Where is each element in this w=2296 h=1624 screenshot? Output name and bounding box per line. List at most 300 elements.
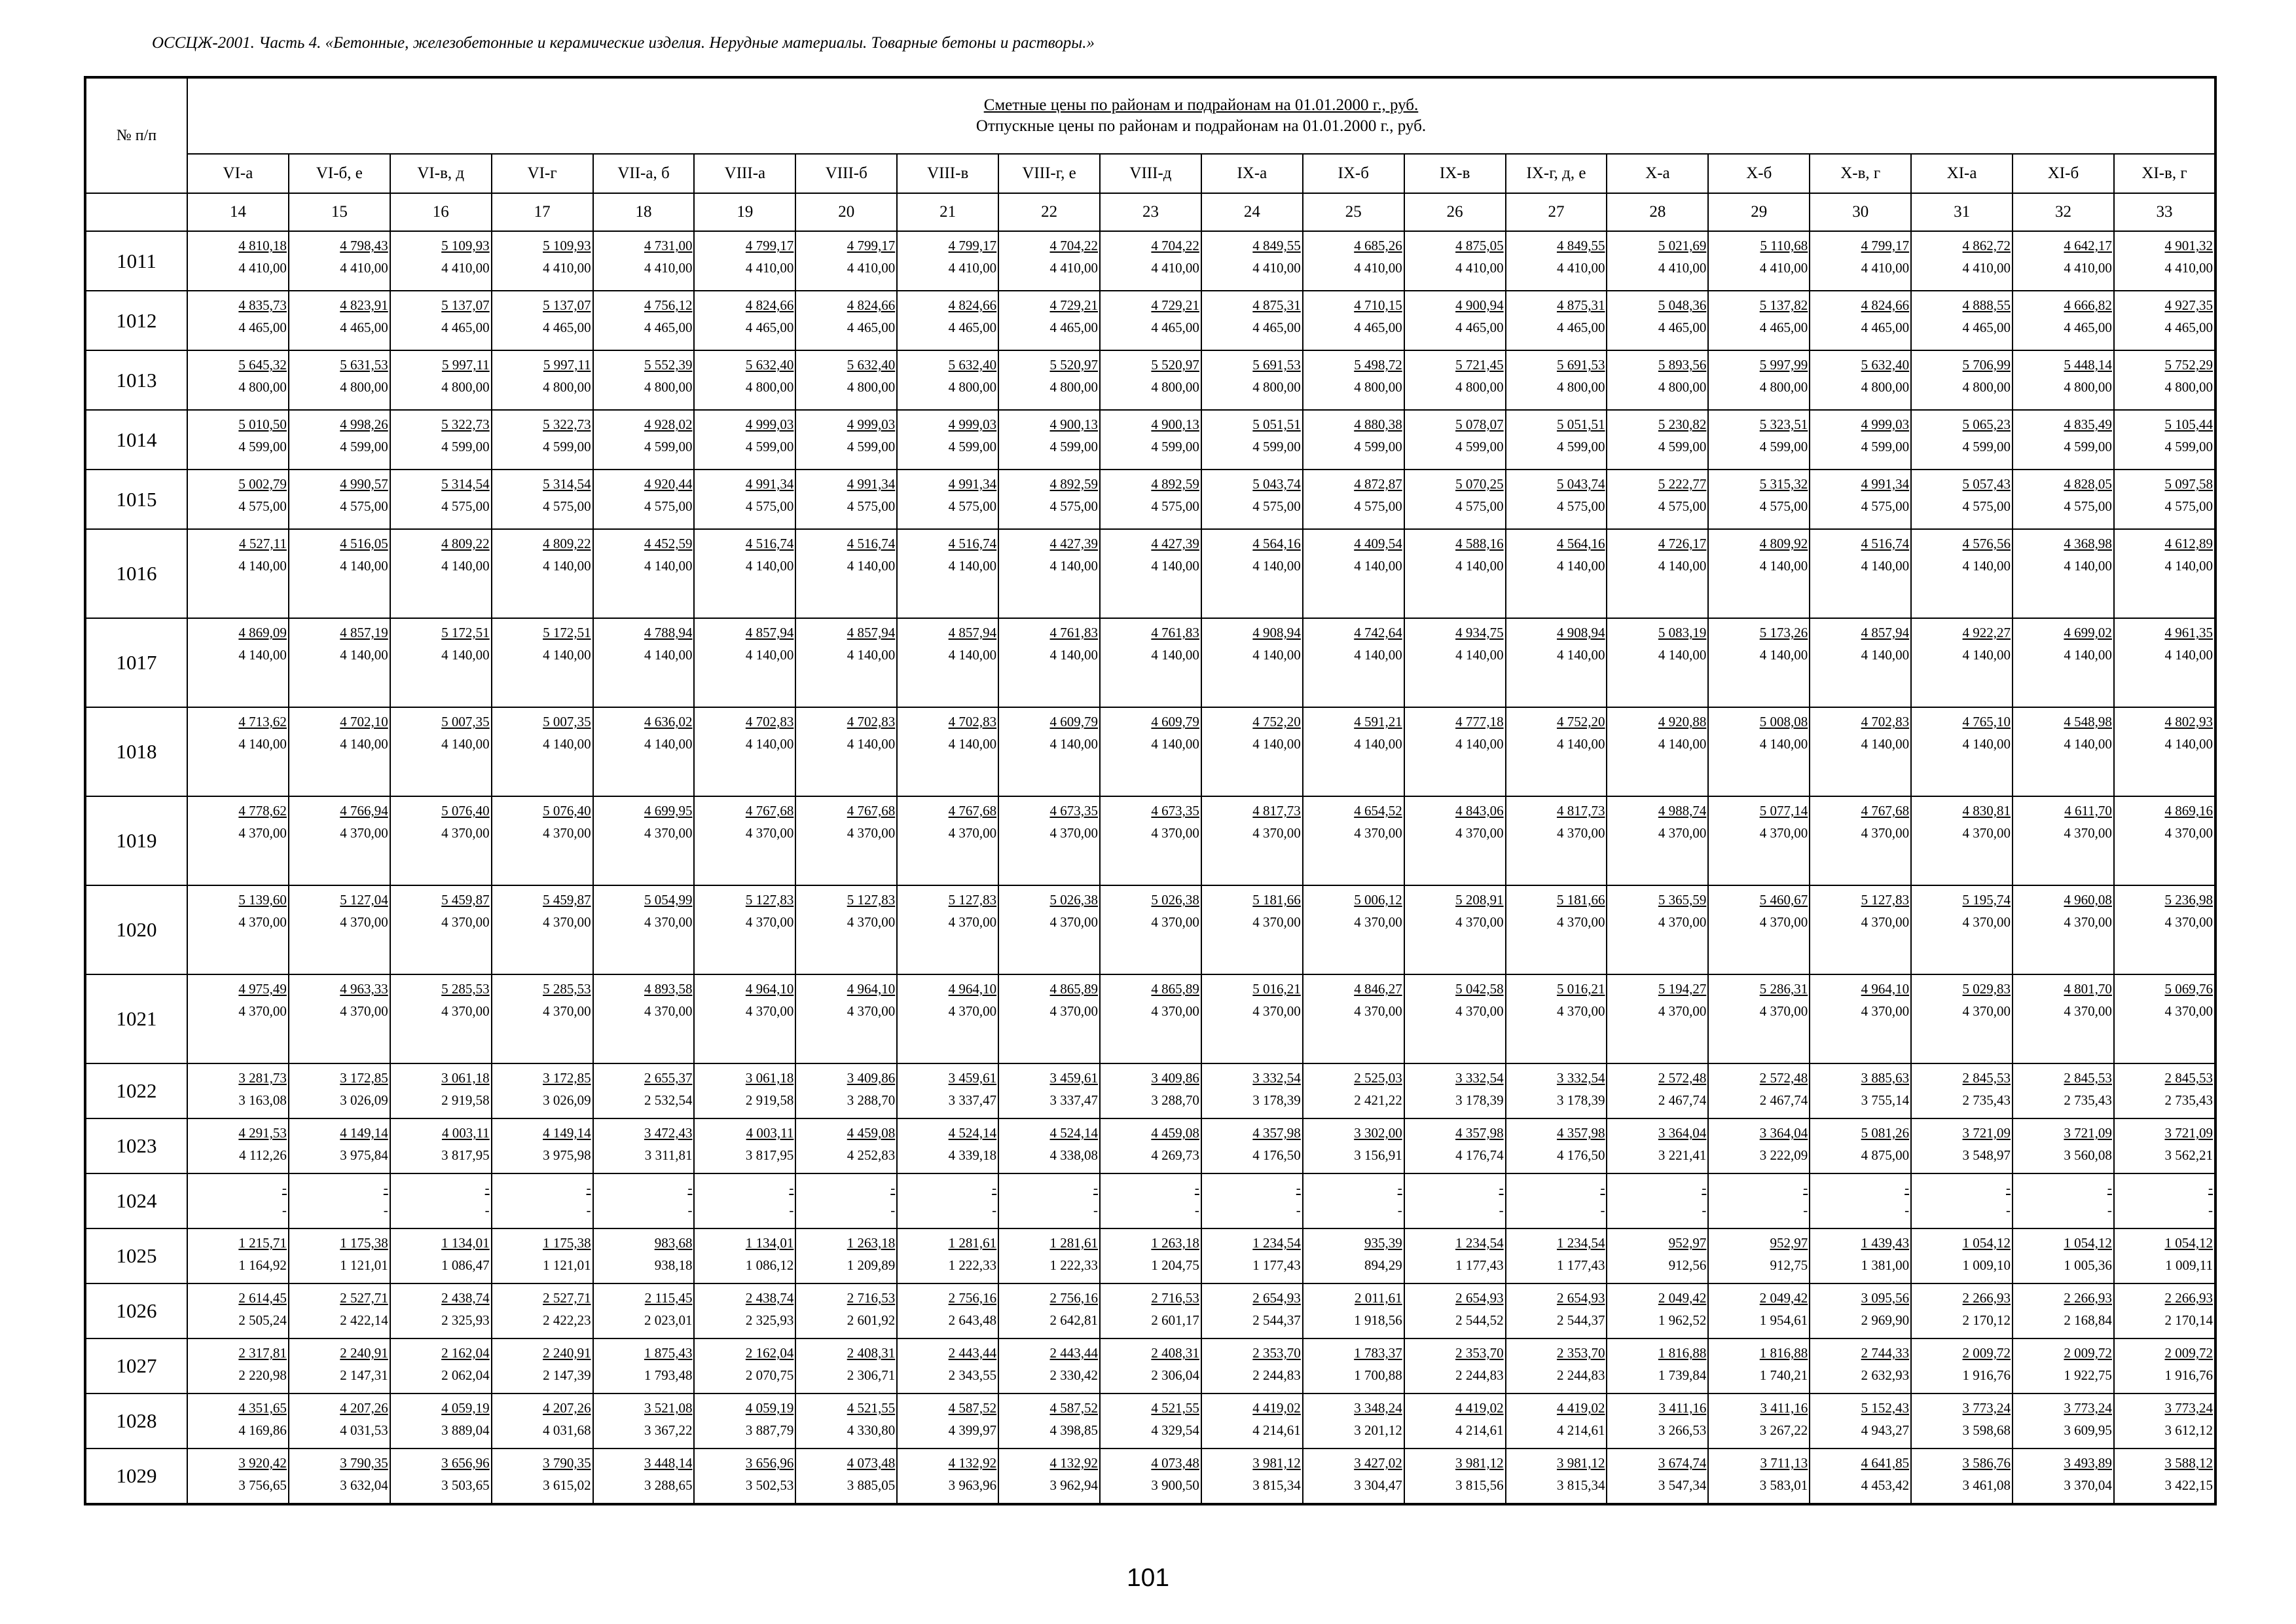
release-price: 4 800,00 — [2064, 379, 2112, 395]
release-price: 4 370,00 — [1049, 914, 1099, 930]
estimated-price: 4 516,74 — [847, 536, 896, 551]
price-cell — [1607, 796, 1708, 885]
estimated-price: 4 713,62 — [238, 714, 287, 729]
price-cell — [390, 1173, 492, 1228]
release-price: 3 201,12 — [1354, 1422, 1402, 1438]
price-cell — [390, 1228, 492, 1283]
estimated-price: 5 893,56 — [1658, 357, 1707, 373]
release-price: 4 370,00 — [543, 914, 591, 930]
release-price: 4 465,00 — [1252, 320, 1301, 335]
price-cell — [1911, 350, 2013, 410]
price-cell — [1607, 974, 1708, 1063]
row-number: 1016 — [85, 529, 187, 618]
release-price: 4 140,00 — [1049, 736, 1099, 752]
estimated-price: 4 207,26 — [340, 1400, 388, 1416]
estimated-price: 4 419,02 — [1556, 1400, 1605, 1416]
release-price: 3 267,22 — [1759, 1422, 1808, 1438]
estimated-price: 2 266,93 — [2064, 1290, 2112, 1306]
release-price: 4 575,00 — [1354, 498, 1402, 514]
row-number: 1013 — [85, 350, 187, 410]
release-price: 2 070,75 — [745, 1367, 794, 1383]
price-cell — [390, 796, 492, 885]
estimated-price: 4 843,06 — [1455, 803, 1504, 819]
estimated-price: 4 809,92 — [1759, 536, 1808, 551]
estimated-price: 4 875,05 — [1455, 238, 1504, 253]
release-price: 3 548,97 — [1962, 1147, 2011, 1163]
estimated-price: 5 043,74 — [1556, 476, 1605, 492]
release-price: 4 370,00 — [1759, 914, 1808, 930]
price-cell — [795, 1393, 897, 1449]
release-price: 4 599,00 — [2164, 439, 2213, 454]
estimated-price: 5 460,67 — [1759, 892, 1808, 908]
price-cell — [1911, 885, 2013, 974]
release-price: 4 575,00 — [1049, 498, 1099, 514]
price-cell — [2114, 1118, 2215, 1173]
estimated-price: 4 857,19 — [340, 625, 388, 640]
release-price: 3 756,65 — [238, 1477, 287, 1493]
price-cell — [187, 1449, 289, 1504]
release-price: 4 370,00 — [745, 1003, 794, 1019]
estimated-price: 5 083,19 — [1658, 625, 1707, 640]
release-price: 2 642,81 — [1049, 1312, 1099, 1328]
price-cell — [289, 796, 390, 885]
release-price: 4 140,00 — [1861, 647, 1910, 663]
price-cell — [1708, 885, 1810, 974]
row-number: 1020 — [85, 885, 187, 974]
estimated-price: 2 654,93 — [1556, 1290, 1605, 1306]
estimated-price: 3 790,35 — [543, 1455, 591, 1471]
release-price: 4 140,00 — [441, 647, 490, 663]
price-cell — [1404, 707, 1506, 796]
estimated-price: 3 885,63 — [1861, 1070, 1910, 1086]
price-cell — [1404, 1063, 1506, 1118]
release-price: 4 370,00 — [1861, 914, 1910, 930]
release-price: 4 800,00 — [644, 379, 693, 395]
estimated-price: 2 009,72 — [1962, 1345, 2011, 1361]
price-cell — [1303, 529, 1404, 618]
estimated-price: 5 006,12 — [1354, 892, 1402, 908]
estimated-price: 1 281,61 — [948, 1235, 997, 1251]
estimated-price: 4 990,57 — [340, 476, 388, 492]
release-price: 4 599,00 — [1861, 439, 1910, 454]
estimated-price: 4 998,26 — [340, 416, 388, 432]
price-cell — [1303, 410, 1404, 470]
column-header: VI-в, д — [390, 154, 492, 193]
estimated-price: 4 710,15 — [1354, 297, 1402, 313]
row-number: 1025 — [85, 1228, 187, 1283]
estimated-price: 3 472,43 — [644, 1125, 693, 1141]
release-price: 3 221,41 — [1658, 1147, 1707, 1163]
price-cell — [1404, 470, 1506, 529]
price-cell — [1810, 1283, 1911, 1338]
estimated-price: 3 061,18 — [745, 1070, 794, 1086]
release-price: 4 370,00 — [2064, 914, 2112, 930]
price-cell — [1506, 1283, 1607, 1338]
estimated-price: 5 997,11 — [441, 357, 490, 373]
estimated-price: 4 900,13 — [1151, 416, 1199, 432]
release-price: 4 370,00 — [1354, 1003, 1402, 1019]
column-index: 24 — [1201, 193, 1303, 231]
estimated-price: 4 427,39 — [1151, 536, 1199, 551]
release-price: 4 800,00 — [1354, 379, 1402, 395]
price-cell — [1708, 1338, 1810, 1393]
release-price: 1 922,75 — [2064, 1367, 2112, 1383]
estimated-price: 1 281,61 — [1049, 1235, 1099, 1251]
price-cell — [2013, 350, 2114, 410]
release-price: 4 370,00 — [340, 1003, 388, 1019]
release-price: 4 140,00 — [1556, 736, 1605, 752]
column-header-row — [85, 154, 2215, 193]
price-cell — [2013, 470, 2114, 529]
estimated-price: 4 964,10 — [847, 981, 896, 997]
estimated-price: 4 817,73 — [1252, 803, 1301, 819]
price-cell — [390, 470, 492, 529]
estimated-price: 4 824,66 — [1861, 297, 1910, 313]
price-cell — [390, 1338, 492, 1393]
price-cell — [2013, 1393, 2114, 1449]
estimated-price: 4 073,48 — [1151, 1455, 1199, 1471]
price-cell — [795, 707, 897, 796]
estimated-price: 1 234,54 — [1252, 1235, 1301, 1251]
price-cell — [1708, 796, 1810, 885]
estimated-price: 4 835,73 — [238, 297, 287, 313]
release-price: 3 817,95 — [441, 1147, 490, 1163]
price-cell — [897, 1063, 998, 1118]
price-cell — [289, 529, 390, 618]
price-cell — [1911, 1118, 2013, 1173]
estimated-price: 3 427,02 — [1354, 1455, 1402, 1471]
price-cell — [897, 410, 998, 470]
estimated-price: 3 656,96 — [441, 1455, 490, 1471]
estimated-price: 1 234,54 — [1556, 1235, 1605, 1251]
release-price: 4 465,00 — [441, 320, 490, 335]
release-price: 4 370,00 — [1151, 825, 1199, 841]
release-price: - — [586, 1202, 591, 1218]
column-index: 18 — [593, 193, 695, 231]
release-price: 4 370,00 — [745, 825, 794, 841]
estimated-price: 5 070,25 — [1455, 476, 1504, 492]
release-price: 4 399,97 — [948, 1422, 997, 1438]
price-cell — [694, 1393, 795, 1449]
price-cell — [2013, 410, 2114, 470]
estimated-price: 4 862,72 — [1962, 238, 2011, 253]
release-price: - — [1600, 1202, 1605, 1218]
release-price: - — [1702, 1202, 1707, 1218]
release-price: 4 410,00 — [1962, 260, 2011, 276]
release-price: 4 410,00 — [1861, 260, 1910, 276]
estimated-price: 5 997,11 — [543, 357, 591, 373]
price-cell — [492, 350, 593, 410]
price-cell — [694, 1173, 795, 1228]
estimated-price: 5 109,93 — [441, 238, 490, 253]
price-cell — [492, 974, 593, 1063]
release-price: 2 919,58 — [745, 1092, 794, 1108]
estimated-price: 4 975,49 — [238, 981, 287, 997]
estimated-price: 4 892,59 — [1151, 476, 1199, 492]
estimated-price: 5 520,97 — [1151, 357, 1199, 373]
estimated-price: 5 077,14 — [1759, 803, 1808, 819]
price-cell — [1708, 1228, 1810, 1283]
estimated-price: 4 922,27 — [1962, 625, 2011, 640]
release-price: 4 575,00 — [1759, 498, 1808, 514]
estimated-price: 4 830,81 — [1962, 803, 2011, 819]
price-cell — [1100, 796, 1201, 885]
estimated-price: 4 516,74 — [948, 536, 997, 551]
estimated-price: 5 127,83 — [745, 892, 794, 908]
column-index: 23 — [1100, 193, 1201, 231]
release-price: 3 461,08 — [1962, 1477, 2011, 1493]
price-cell — [2013, 796, 2114, 885]
estimated-price: 5 069,76 — [2164, 981, 2213, 997]
price-cell — [1100, 618, 1201, 707]
estimated-price: 5 076,40 — [543, 803, 591, 819]
release-price: 3 288,70 — [1151, 1092, 1199, 1108]
release-price: - — [282, 1202, 287, 1218]
estimated-price: 4 767,68 — [948, 803, 997, 819]
release-price: 4 140,00 — [1759, 558, 1808, 574]
estimated-price: 2 009,72 — [2164, 1345, 2213, 1361]
release-price: 4 575,00 — [1962, 498, 2011, 514]
column-index: 20 — [795, 193, 897, 231]
price-cell — [1607, 1449, 1708, 1504]
estimated-price: 4 673,35 — [1049, 803, 1099, 819]
column-header: IX-в — [1404, 154, 1506, 193]
release-price: 1 222,33 — [1049, 1257, 1099, 1273]
price-cell — [1607, 618, 1708, 707]
price-cell — [1607, 885, 1708, 974]
release-price: 4 140,00 — [745, 558, 794, 574]
price-cell — [593, 529, 695, 618]
release-price: 4 800,00 — [1455, 379, 1504, 395]
release-price: 4 370,00 — [1049, 1003, 1099, 1019]
estimated-price: 4 609,79 — [1049, 714, 1099, 729]
table-row — [85, 231, 2215, 291]
release-price: 4 575,00 — [948, 498, 997, 514]
price-cell — [1404, 1118, 1506, 1173]
release-price: 4 140,00 — [745, 647, 794, 663]
release-price: 4 140,00 — [1658, 558, 1707, 574]
release-price: 4 370,00 — [1455, 1003, 1504, 1019]
price-cell — [897, 707, 998, 796]
estimated-price: - — [2006, 1180, 2011, 1196]
release-price: 4 140,00 — [847, 647, 896, 663]
release-price: 4 800,00 — [1962, 379, 2011, 395]
release-price: 3 026,09 — [340, 1092, 388, 1108]
price-cell — [1506, 885, 1607, 974]
table-row — [85, 410, 2215, 470]
price-cell — [897, 350, 998, 410]
price-cell — [289, 1393, 390, 1449]
estimated-price: 3 172,85 — [543, 1070, 591, 1086]
release-price: 912,75 — [1770, 1257, 1808, 1273]
price-cell — [1911, 231, 2013, 291]
estimated-price: 4 991,34 — [847, 476, 896, 492]
column-index-blank — [85, 193, 187, 231]
price-cell — [1100, 1118, 1201, 1173]
price-cell — [1810, 529, 1911, 618]
estimated-price: 4 857,94 — [847, 625, 896, 640]
column-index: 28 — [1607, 193, 1708, 231]
column-index: 16 — [390, 193, 492, 231]
estimated-price: 4 900,13 — [1049, 416, 1099, 432]
price-cell — [390, 1118, 492, 1173]
estimated-price: 4 524,14 — [1049, 1125, 1099, 1141]
release-price: 2 306,04 — [1151, 1367, 1199, 1383]
price-cell — [1810, 350, 1911, 410]
price-cell — [1404, 1393, 1506, 1449]
estimated-price: 4 357,98 — [1556, 1125, 1605, 1141]
price-cell — [998, 1338, 1100, 1393]
release-price: 4 370,00 — [2164, 914, 2213, 930]
release-price: 4 599,00 — [340, 439, 388, 454]
price-cell — [795, 1228, 897, 1283]
price-cell — [187, 470, 289, 529]
price-cell — [1404, 529, 1506, 618]
estimated-price: 4 636,02 — [644, 714, 693, 729]
price-cell — [2114, 618, 2215, 707]
release-price: 938,18 — [654, 1257, 693, 1273]
price-cell — [795, 974, 897, 1063]
estimated-price: 4 564,16 — [1252, 536, 1301, 551]
estimated-price: 4 964,10 — [948, 981, 997, 997]
estimated-price: 4 524,14 — [948, 1125, 997, 1141]
release-price: 4 329,54 — [1151, 1422, 1199, 1438]
table-row — [85, 291, 2215, 350]
column-header: VI-а — [187, 154, 289, 193]
price-cell — [694, 470, 795, 529]
release-price: 4 140,00 — [1861, 558, 1910, 574]
estimated-price: 4 591,21 — [1354, 714, 1402, 729]
estimated-price: 4 901,32 — [2164, 238, 2213, 253]
price-cell — [2114, 1228, 2215, 1283]
price-cell — [1404, 231, 1506, 291]
estimated-price: - — [1093, 1180, 1099, 1196]
release-price: 4 599,00 — [238, 439, 287, 454]
estimated-price: 4 452,59 — [644, 536, 693, 551]
price-cell — [1506, 796, 1607, 885]
release-price: 1 177,43 — [1556, 1257, 1605, 1273]
estimated-price: 5 181,66 — [1252, 892, 1301, 908]
estimated-price: 2 240,91 — [543, 1345, 591, 1361]
estimated-price: 5 691,53 — [1556, 357, 1605, 373]
estimated-price: 4 729,21 — [1151, 297, 1199, 313]
table-row — [85, 1173, 2215, 1228]
price-cell — [1911, 529, 2013, 618]
price-cell — [1201, 470, 1303, 529]
release-price: 2 147,39 — [543, 1367, 591, 1383]
price-cell — [1607, 529, 1708, 618]
estimated-price: - — [992, 1180, 997, 1196]
release-price: 4 370,00 — [1151, 914, 1199, 930]
price-cell — [1708, 529, 1810, 618]
release-price: 4 370,00 — [1556, 1003, 1605, 1019]
estimated-price: 5 051,51 — [1252, 416, 1301, 432]
row-number: 1019 — [85, 796, 187, 885]
price-cell — [1201, 350, 1303, 410]
price-cell — [1810, 885, 1911, 974]
price-cell — [1100, 231, 1201, 291]
estimated-price: 3 981,12 — [1455, 1455, 1504, 1471]
estimated-price: 4 073,48 — [847, 1455, 896, 1471]
price-cell — [2114, 231, 2215, 291]
price-cell — [795, 231, 897, 291]
estimated-price: 2 654,93 — [1252, 1290, 1301, 1306]
row-number: 1027 — [85, 1338, 187, 1393]
price-cell — [1708, 1393, 1810, 1449]
release-price: 4 370,00 — [340, 914, 388, 930]
estimated-price: 5 172,51 — [543, 625, 591, 640]
estimated-price: 5 498,72 — [1354, 357, 1402, 373]
release-price: 1 121,01 — [340, 1257, 388, 1273]
release-price: 2 330,42 — [1049, 1367, 1099, 1383]
estimated-price: 2 443,44 — [1049, 1345, 1099, 1361]
release-price: 4 370,00 — [1962, 1003, 2011, 1019]
estimated-price: 4 368,98 — [2064, 536, 2112, 551]
release-price: 4 140,00 — [2064, 647, 2112, 663]
column-header: IX-б — [1303, 154, 1404, 193]
release-price: 3 547,34 — [1658, 1477, 1707, 1493]
estimated-price: 4 928,02 — [644, 416, 693, 432]
price-cell — [1201, 618, 1303, 707]
release-price: 2 168,84 — [2064, 1312, 2112, 1328]
release-price: 4 599,00 — [948, 439, 997, 454]
estimated-price: 3 790,35 — [340, 1455, 388, 1471]
price-cell — [1201, 796, 1303, 885]
release-price: 4 370,00 — [1556, 914, 1605, 930]
release-price: 1 086,12 — [745, 1257, 794, 1273]
release-price: 2 532,54 — [644, 1092, 693, 1108]
estimated-price: 4 920,88 — [1658, 714, 1707, 729]
price-cell — [897, 796, 998, 885]
estimated-price: 3 095,56 — [1861, 1290, 1910, 1306]
release-price: 3 288,70 — [847, 1092, 896, 1108]
estimated-price: 3 061,18 — [441, 1070, 490, 1086]
table-row — [85, 1393, 2215, 1449]
price-cell — [492, 529, 593, 618]
estimated-price: 4 991,34 — [948, 476, 997, 492]
price-cell — [1303, 1393, 1404, 1449]
price-cell — [593, 410, 695, 470]
price-cell — [897, 1338, 998, 1393]
release-price: 4 599,00 — [847, 439, 896, 454]
estimated-price: 3 411,16 — [1760, 1400, 1808, 1416]
estimated-price: 4 999,03 — [948, 416, 997, 432]
column-header: XI-а — [1911, 154, 2013, 193]
release-price: 3 337,47 — [948, 1092, 997, 1108]
release-price: 1 177,43 — [1455, 1257, 1504, 1273]
price-cell — [1506, 1063, 1607, 1118]
price-cell — [187, 1173, 289, 1228]
price-cell — [492, 1338, 593, 1393]
release-price: 4 370,00 — [1759, 825, 1808, 841]
release-price: 4 370,00 — [1151, 1003, 1199, 1019]
release-price: 4 370,00 — [745, 914, 794, 930]
price-cell — [1911, 618, 2013, 707]
price-cell — [998, 1173, 1100, 1228]
price-cell — [1911, 1283, 2013, 1338]
price-cell — [2013, 885, 2114, 974]
estimated-price: - — [586, 1180, 591, 1196]
release-price: 4 410,00 — [1049, 260, 1099, 276]
release-price: 4 465,00 — [1861, 320, 1910, 335]
price-cell — [1607, 470, 1708, 529]
row-number: 1023 — [85, 1118, 187, 1173]
release-price: 4 140,00 — [1252, 558, 1301, 574]
price-cell — [1708, 1449, 1810, 1504]
column-header: VIII-г, е — [998, 154, 1100, 193]
release-price: 4 370,00 — [1556, 825, 1605, 841]
price-cell — [897, 1228, 998, 1283]
